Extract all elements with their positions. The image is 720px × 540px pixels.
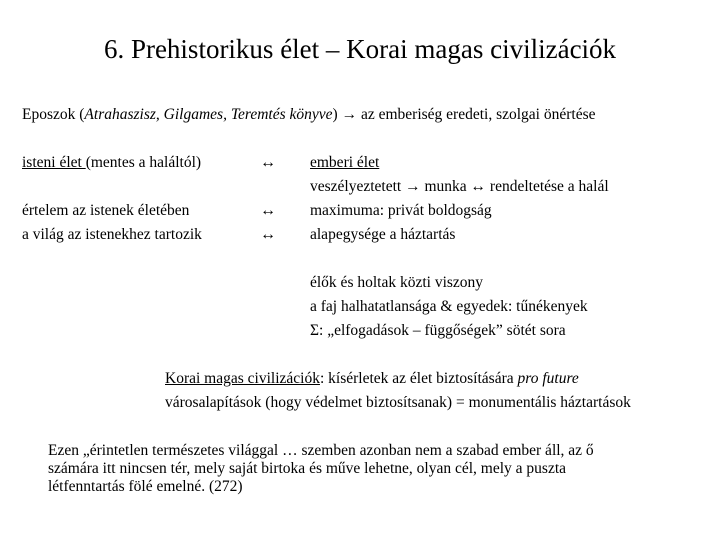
intro-prefix: Eposzok ( <box>22 106 85 123</box>
intro-works: Atrahaszisz, Gilgames, Teremtés könyve <box>84 106 333 123</box>
civilizations-italic: pro future <box>517 370 579 387</box>
divine-life-line <box>22 151 201 175</box>
intro-suffix: ) → az emberiség eredeti, szolgai önértése <box>332 106 596 123</box>
divine-life-note: (mentes a haláltól) <box>85 154 202 171</box>
divine-world: a világ az istenekhez tartozik <box>22 226 202 243</box>
civilizations-label: Korai magas civilizációk <box>165 370 320 387</box>
quote-line-2: számára itt nincsen tér, mely saját birtoka és műve lehetne, olyan cél, mely a puszta <box>48 460 567 477</box>
divine-reason: értelem az istenek életében <box>22 202 190 219</box>
civilizations-line-1 <box>165 367 579 391</box>
double-arrow-icon: ↔ <box>260 202 276 219</box>
relation-line-2: a faj halhatatlansága & egyedek: tűnékenyek <box>310 298 588 315</box>
civilizations-text: : kísérletek az élet biztosítására <box>319 370 518 387</box>
human-maximum: maximuma: privát boldogság <box>310 202 492 219</box>
intro-line <box>22 103 596 127</box>
human-unit: alapegysége a háztartás <box>310 226 456 243</box>
divine-life-label: isteni élet <box>22 154 86 171</box>
quote-line-1: Ezen „érintetlen természetes világgal … szemben azonban nem a szabad ember áll, az ő <box>48 442 594 459</box>
slide-title: 6. Prehistorikus élet – Korai magas civilizációk <box>103 34 617 64</box>
double-arrow-icon: ↔ <box>260 226 276 243</box>
relation-line-3: Σ: „elfogadások – függőségek” sötét sora <box>310 322 566 339</box>
quote-line-3: létfenntartás fölé emelné. (272) <box>48 478 243 495</box>
relation-line-1: élők és holtak közti viszony <box>310 274 484 291</box>
double-arrow-icon: ↔ <box>260 154 276 171</box>
civilizations-line-2: városalapítások (hogy védelmet biztosítsanak) = monumentális háztartások <box>165 394 631 411</box>
human-endangered: veszélyeztetett → munka ↔ rendeltetése a halál <box>310 178 609 195</box>
human-life-label: emberi élet <box>310 154 380 171</box>
